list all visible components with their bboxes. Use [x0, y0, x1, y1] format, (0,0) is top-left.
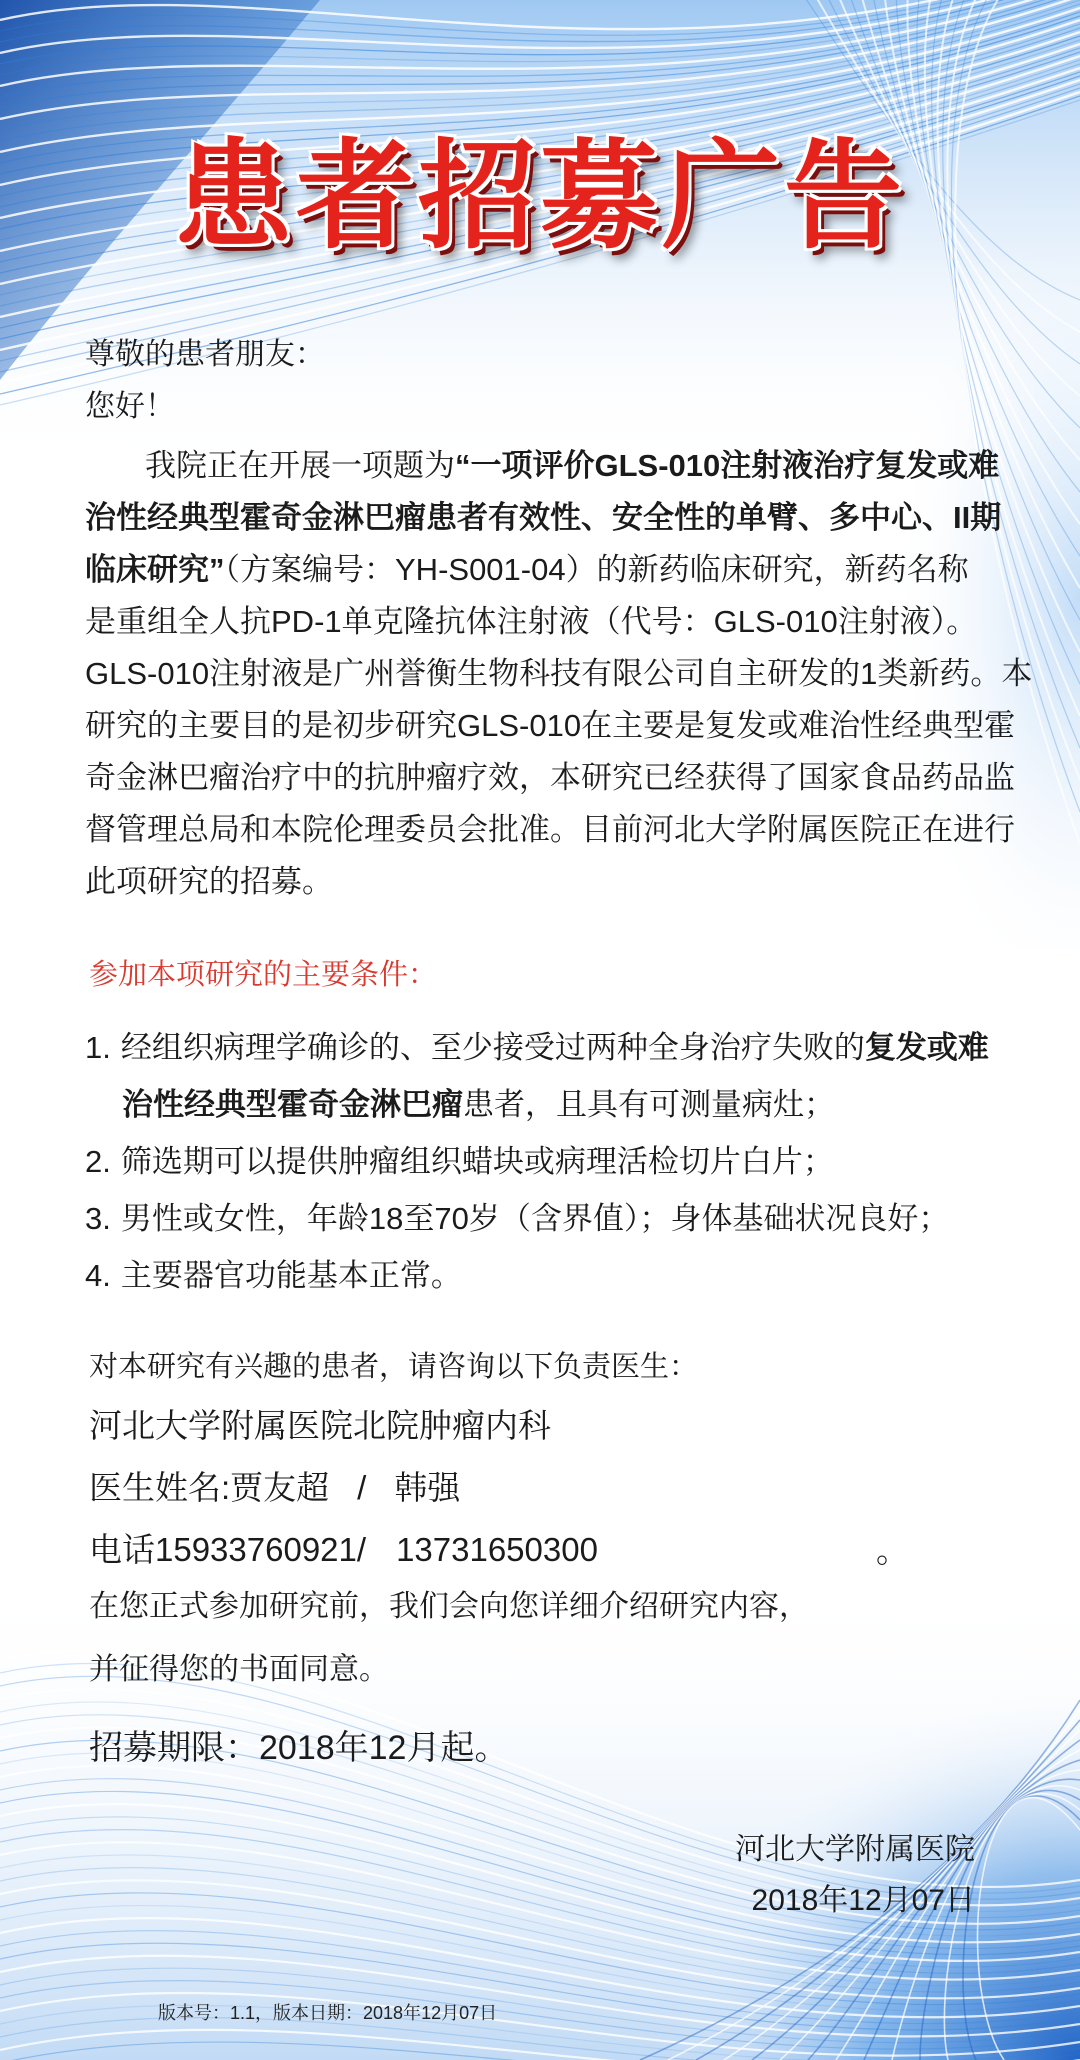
intro-line	[85, 544, 1032, 596]
item-number: 2.	[85, 1144, 111, 1179]
hello: 您好！	[85, 390, 175, 423]
greeting	[85, 329, 325, 433]
contact-intro: 对本研究有兴趣的患者，请咨询以下负责医生：	[89, 1351, 699, 1383]
intro-paragraph	[85, 440, 1032, 908]
intro-line	[85, 596, 1032, 648]
version-footer: 版本号：1.1，版本日期：2018年12月07日	[158, 2003, 498, 2023]
item-text: 患者，且具有可测量病灶；	[463, 1087, 835, 1122]
item-text: 筛选期可以提供肿瘤组织蜡块或病理活检切片白片；	[120, 1144, 834, 1179]
study-title-text: “一项评价GLS-010注射液治疗复发或难	[455, 448, 1000, 483]
intro-line	[85, 440, 1032, 492]
intro-text: （方案编号：YH-S001-04）的新药临床研究，新药名称	[224, 552, 969, 587]
intro-text: 奇金淋巴瘤治疗中的抗肿瘤疗效，本研究已经获得了国家食品药品监	[85, 760, 1015, 795]
phone-label: 电话	[89, 1531, 155, 1568]
doctor-name: 韩强	[394, 1469, 461, 1506]
signature-date: 2018年12月07日	[751, 1884, 975, 1917]
intro-line	[85, 752, 1032, 804]
condition-item-4	[85, 1247, 989, 1304]
condition-item-2	[85, 1133, 989, 1190]
study-title-text: 临床研究”	[85, 552, 225, 587]
condition-item-1	[85, 1019, 989, 1076]
phone-line-end: 。	[876, 1532, 909, 1569]
condition-item-1-continued	[85, 1076, 989, 1133]
contact-details	[89, 1395, 598, 1581]
recruitment-period: 招募期限：2018年12月起。	[89, 1729, 509, 1767]
intro-text: 督管理总局和本院伦理委员会批准。目前河北大学附属医院正在进行	[85, 812, 1015, 847]
page-title: 患者招募广告	[173, 131, 906, 263]
phone-number: 13731650300	[396, 1531, 598, 1568]
consent-line: 在您正式参加研究前，我们会向您详细介绍研究内容，	[89, 1590, 809, 1623]
intro-text: GLS-010注射液是广州誉衡生物科技有限公司自主研发的1类新药。本	[85, 656, 1033, 691]
doctor-names	[89, 1457, 598, 1519]
condition-item-3	[85, 1190, 989, 1247]
item-text-bold: 复发或难	[864, 1030, 989, 1065]
consent-note	[89, 1575, 809, 1701]
intro-line	[85, 648, 1032, 700]
item-number: 4.	[85, 1258, 111, 1293]
item-text: 经组织病理学确诊的、至少接受过两种全身治疗失败的	[120, 1030, 865, 1065]
item-text: 男性或女性，年龄18至70岁（含界值）；身体基础状况良好；	[120, 1201, 950, 1236]
item-number: 1.	[85, 1030, 111, 1065]
consent-line: 并征得您的书面同意。	[89, 1653, 389, 1686]
item-text: 主要器官功能基本正常。	[120, 1258, 462, 1293]
intro-line	[85, 700, 1032, 752]
intro-text: 是重组全人抗PD-1单克隆抗体注射液（代号：GLS-010注射液）。	[85, 604, 978, 639]
phone-separator: /	[356, 1531, 367, 1568]
intro-text: 研究的主要目的是初步研究GLS-010在主要是复发或难治性经典型霍	[85, 708, 1016, 743]
doctor-separator: /	[357, 1469, 367, 1506]
intro-line	[85, 856, 1032, 908]
doctor-name: 贾友超	[230, 1469, 330, 1506]
signature	[735, 1824, 975, 1926]
conditions-heading: 参加本项研究的主要条件：	[89, 959, 438, 991]
intro-line	[85, 804, 1032, 856]
conditions-list	[85, 1019, 989, 1304]
salutation: 尊敬的患者朋友：	[85, 338, 325, 371]
item-text-bold: 治性经典型霍奇金淋巴瘤	[122, 1087, 463, 1122]
intro-text: 我院正在开展一项题为	[145, 448, 455, 483]
phone-number: 15933760921	[155, 1531, 357, 1568]
study-title-text: 治性经典型霍奇金淋巴瘤患者有效性、安全性的单臂、多中心、II期	[85, 500, 1002, 535]
signature-hospital: 河北大学附属医院	[735, 1833, 975, 1866]
intro-line	[85, 492, 1032, 544]
intro-text: 此项研究的招募。	[85, 864, 333, 899]
department: 河北大学附属医院北院肿瘤内科	[89, 1407, 551, 1444]
doctors-label: 医生姓名:	[89, 1469, 231, 1506]
item-number: 3.	[85, 1201, 111, 1236]
phone-numbers	[89, 1519, 598, 1581]
